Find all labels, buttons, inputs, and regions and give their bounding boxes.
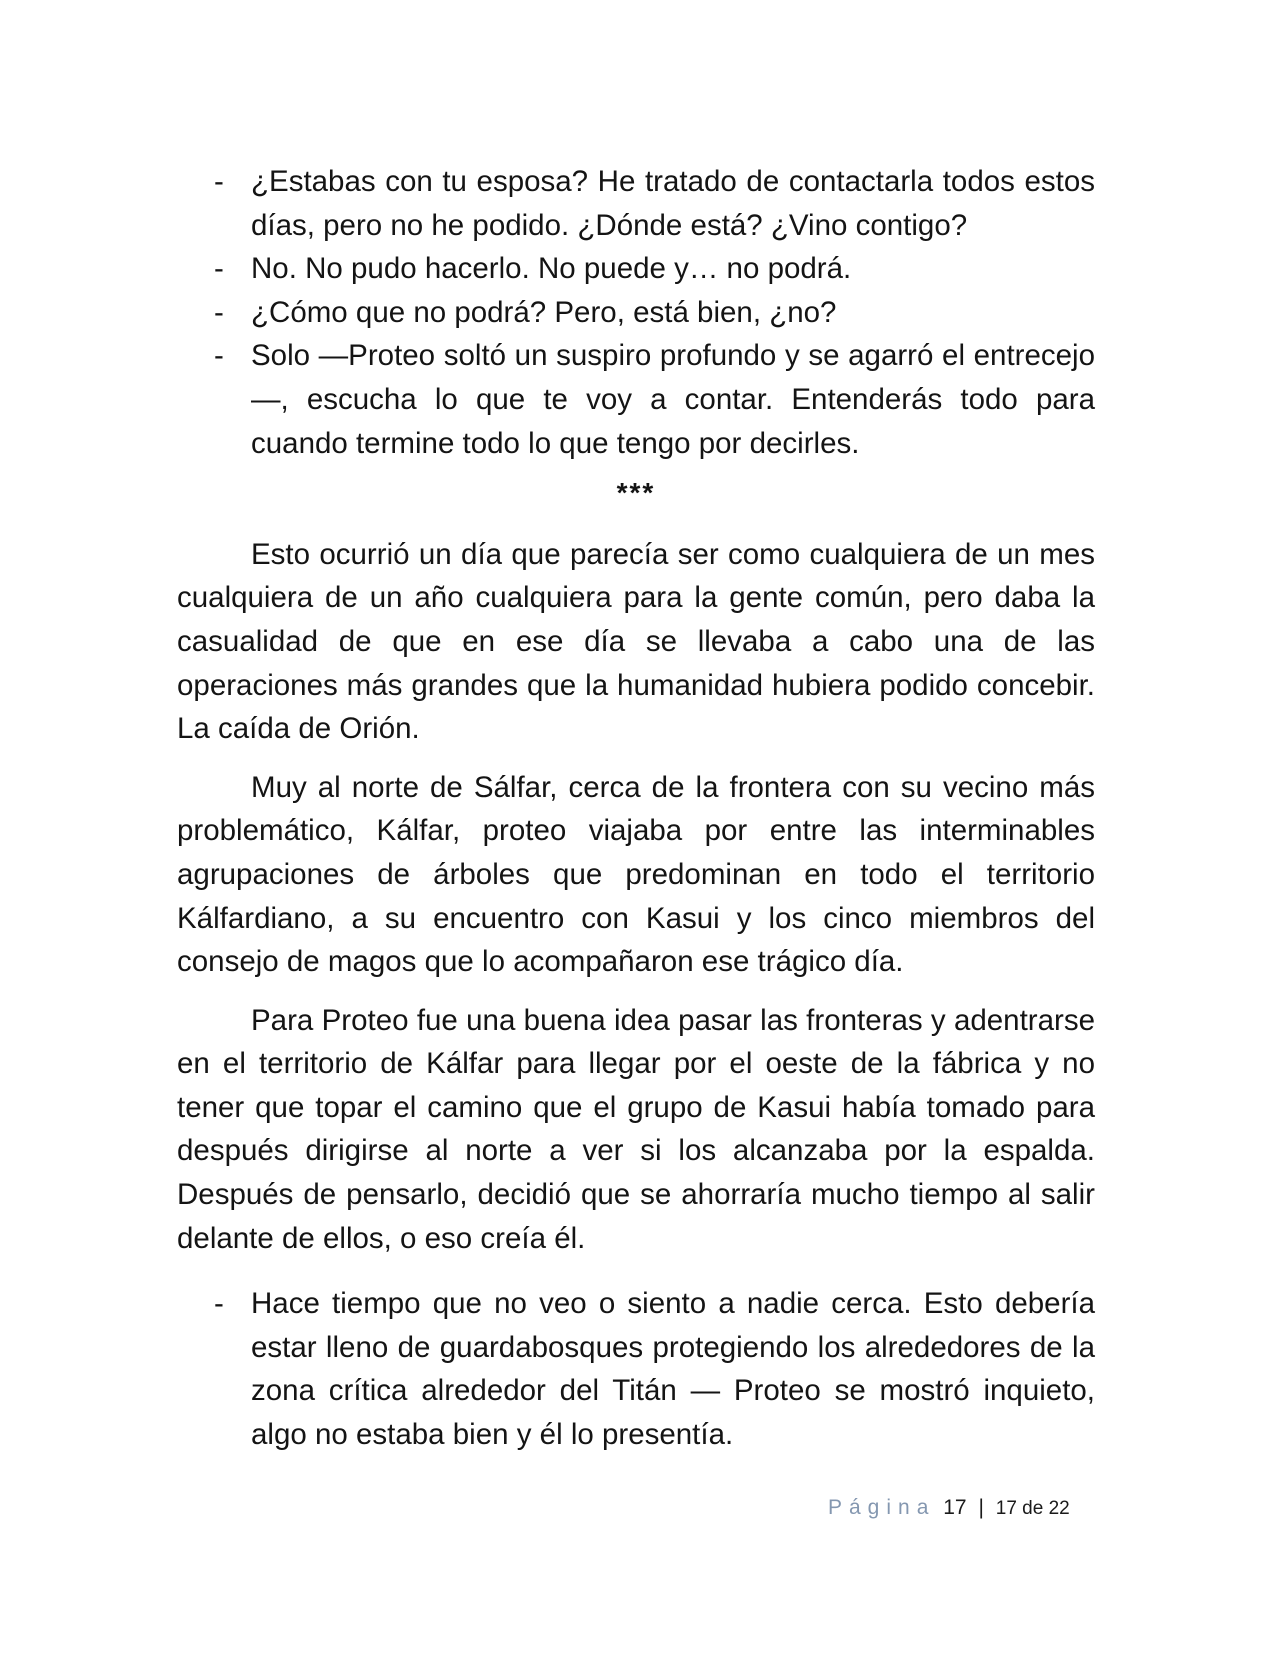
dialogue-list-top [177,160,1095,465]
dialogue-dash: - [214,339,224,373]
dialogue-text: No. No pudo hacerlo. No puede y… no podrá. [251,252,852,286]
dialogue-text: ¿Cómo que no podrá? Pero, está bien, ¿no? [251,295,837,329]
dialogue-dash: - [214,1287,224,1321]
dialogue-line [177,160,1095,247]
footer-separator: | [978,1496,984,1519]
body-paragraph: Muy al norte de Sálfar, cerca de la frontera con su vecino más problemático, Kálfar, proteo viajaba por entre las interminables agrupaciones de árboles que predominan en todo el territorio Kálfardiano, a su encuentro con Kasui y los cinco miembros del consejo de magos que lo acompañaron ese trágico día. [177,770,1095,979]
footer-page-of-total: 17 de 22 [995,1498,1070,1519]
dialogue-line [177,291,1095,335]
body-paragraph: Para Proteo fue una buena idea pasar las fronteras y adentrarse en el territorio de Kálfar para llegar por el oeste de la fábrica y no tener que topar el camino que el grupo de Kasui había tomado para después dirigirse al norte a ver si los alcanzaba por la espalda. Después de pensarlo, decidió que se ahorraría mucho tiempo al salir delante de ellos, o eso creía él. [177,1003,1095,1255]
dialogue-text: Hace tiempo que no veo o siento a nadie cerca. Esto debería estar lleno de guardabosques protegiendo los alrededores de la zona crítica alrededor del Titán — Proteo se mostró inquieto, algo no estaba bien y él lo presentía. [251,1287,1095,1452]
footer-page-number: 17 [943,1496,967,1519]
dialogue-line [177,1282,1095,1456]
dialogue-text: ¿Estabas con tu esposa? He tratado de contactarla todos estos días, pero no he podido. ¿Dónde está? ¿Vino contigo? [251,165,1095,242]
scene-separator: *** [616,477,656,509]
dialogue-list-bottom [177,1282,1095,1456]
dialogue-line [177,247,1095,291]
dialogue-dash: - [214,252,224,286]
page-footer [828,1494,1070,1523]
footer-page-label: Página [828,1496,936,1519]
dialogue-dash: - [214,295,224,329]
body-paragraph: Esto ocurrió un día que parecía ser como cualquiera de un mes cualquiera de un año cualquiera para la gente común, pero daba la casualidad de que en ese día se llevaba a cabo una de las operaciones más grandes que la humanidad hubiera podido concebir. La caída de Orión. [177,537,1095,746]
dialogue-text: Solo —Proteo soltó un suspiro profundo y se agarró el entrecejo—, escucha lo que te voy a contar. Entenderás todo para cuando termine todo lo que tengo por decirles. [251,339,1095,460]
dialogue-dash: - [214,165,224,198]
page-body [177,160,1095,1457]
dialogue-line [177,334,1095,465]
